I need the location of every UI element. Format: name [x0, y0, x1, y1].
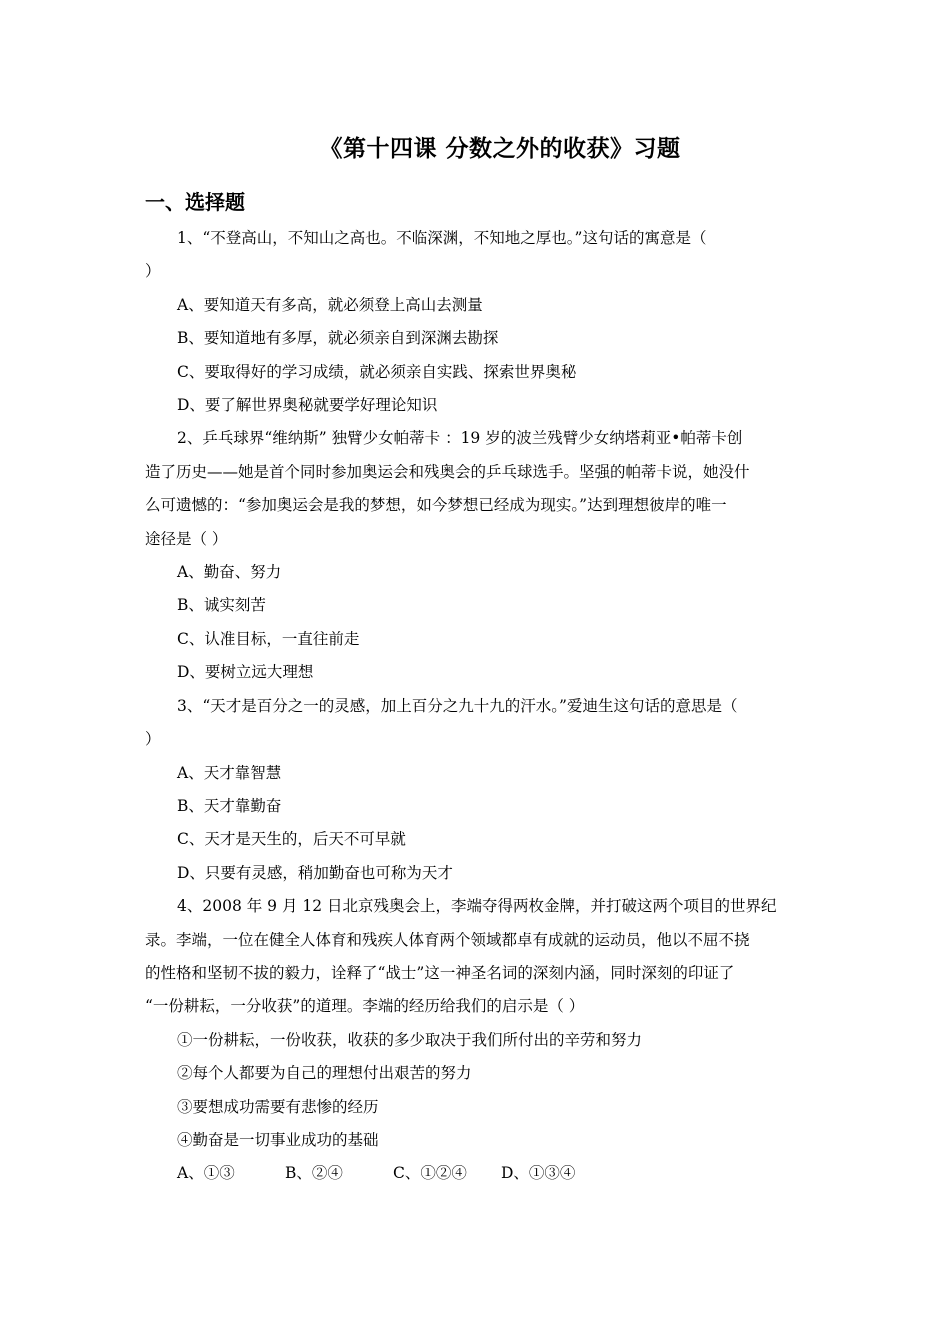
question-4-stem-cont-1: 录。李端，一位在健全人体育和残疾人体育两个领域都卓有成就的运动员，他以不屈不挠 — [145, 930, 750, 949]
question-2-option-a: A、勤奋、努力 — [177, 563, 282, 582]
question-1-option-a: A、要知道天有多高，就必须登上高山去测量 — [177, 295, 483, 314]
question-4-statement-1: ①一份耕耘，一份收获，收获的多少取决于我们所付出的辛劳和努力 — [177, 1030, 643, 1049]
question-3-stem-cont: ） — [145, 730, 161, 749]
question-3-stem: 3、“天才是百分之一的灵感，加上百分之九十九的汗水。”爱迪生这句话的意思是（ — [177, 696, 738, 715]
question-4-stem: 4、2008 年 9 月 12 日北京残奥会上，李端夺得两枚金牌，并打破这两个项目的世界纪 — [177, 897, 777, 916]
question-4-stem-cont-3: “一份耕耘，一分收获”的道理。李端的经历给我们的启示是（ ） — [145, 997, 585, 1016]
question-3-option-a: A、天才靠智慧 — [177, 763, 282, 782]
question-2-stem-cont-3: 途径是（ ） — [145, 529, 228, 548]
question-2-option-b: B、诚实刻苦 — [177, 596, 266, 615]
question-4-choice-c: C、①②④ — [393, 1164, 467, 1183]
question-4-statement-2: ②每个人都要为自己的理想付出艰苦的努力 — [177, 1064, 472, 1083]
question-2-option-c: C、认准目标，一直往前走 — [177, 629, 360, 648]
page-title: 《第十四课 分数之外的收获》习题 — [319, 136, 681, 162]
question-3-option-d: D、只要有灵感，稍加勤奋也可称为天才 — [177, 863, 453, 882]
question-2-option-d: D、要树立远大理想 — [177, 663, 314, 682]
question-4-choice-d: D、①③④ — [501, 1164, 576, 1183]
question-2-stem-cont-1: 造了历史——她是首个同时参加奥运会和残奥会的乒乓球选手。坚强的帕蒂卡说，她没什 — [145, 462, 750, 481]
question-4-choice-a: A、①③ — [177, 1164, 235, 1183]
question-4-choices — [145, 1157, 807, 1190]
question-list — [145, 222, 807, 1191]
question-3-option-b: B、天才靠勤奋 — [177, 796, 282, 815]
question-4-statement-4: ④勤奋是一切事业成功的基础 — [177, 1130, 379, 1149]
question-1-option-c: C、要取得好的学习成绩，就必须亲自实践、探索世界奥秘 — [177, 362, 577, 381]
question-1-stem-cont: ） — [145, 262, 161, 281]
question-4-statement-3: ③要想成功需要有悲惨的经历 — [177, 1097, 379, 1116]
question-3-option-c: C、天才是天生的，后天不可早就 — [177, 830, 406, 849]
question-4-stem-cont-2: 的性格和坚韧不拔的毅力，诠释了“战士”这一神圣名词的深刻内涵，同时深刻的印证了 — [145, 963, 735, 982]
question-1-option-d: D、要了解世界奥秘就要学好理论知识 — [177, 396, 438, 415]
question-2-stem: 2、乒乓球界“维纳斯” 独臂少女帕蒂卡 ：19 岁的波兰残臂少女纳塔莉亚•帕蒂卡创 — [177, 429, 743, 448]
question-1-stem: 1、“不登高山，不知山之高也。不临深渊，不知地之厚也。”这句话的寓意是（ — [177, 229, 707, 247]
question-1-option-b: B、要知道地有多厚，就必须亲自到深渊去勘探 — [177, 329, 499, 348]
question-4-choice-b: B、②④ — [285, 1164, 343, 1183]
section-heading: 一、选择题 — [145, 190, 245, 214]
question-2-stem-cont-2: 么可遗憾的：“参加奥运会是我的梦想，如今梦想已经成为现实。”达到理想彼岸的唯一 — [145, 496, 727, 515]
